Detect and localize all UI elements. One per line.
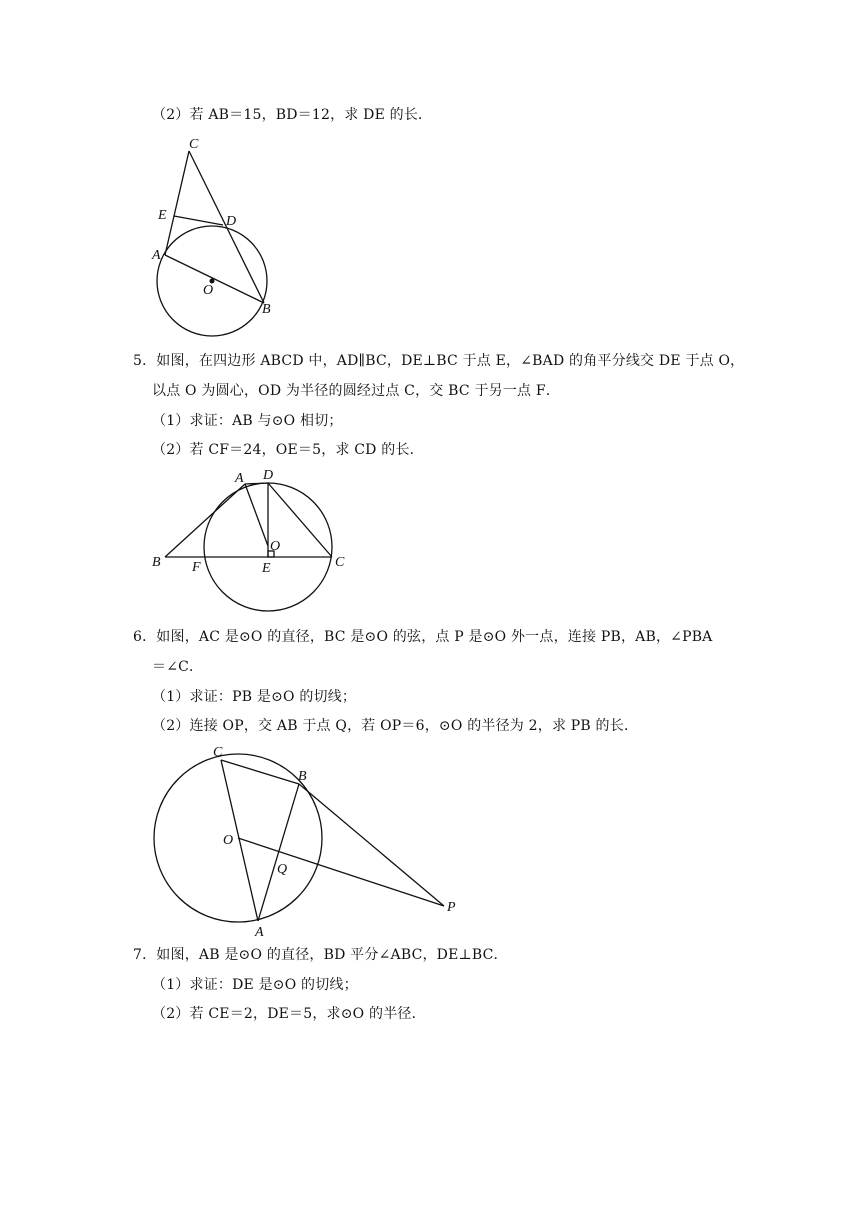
- q5-part2: （2）若 CF＝24，OE＝5，求 CD 的长．: [152, 442, 424, 458]
- fig1-label-e: E: [158, 208, 167, 223]
- fig2-label-o: O: [270, 539, 281, 554]
- fig2-segment-ba: [165, 484, 245, 557]
- q6-part1: （1）求证：PB 是⊙O 的切线；: [152, 689, 357, 705]
- fig1-label-d: D: [226, 214, 237, 229]
- fig2-label-c: C: [335, 555, 345, 570]
- fig1-label-a: A: [152, 248, 161, 263]
- q6-part2: （2）连接 OP，交 AB 于点 Q，若 OP＝6，⊙O 的半径为 2，求 PB 的长．: [152, 718, 639, 734]
- fig3-label-b: B: [298, 769, 307, 784]
- q6-stem-line1: 6．如图，AC 是⊙O 的直径，BC 是⊙O 的弦，点 P 是⊙O 外一点，连接 PB，AB，∠PBA: [133, 629, 713, 645]
- fig1-label-b: B: [262, 302, 271, 317]
- fig2-segment-ao: [245, 484, 268, 546]
- q5-stem-line2: 以点 O 为圆心，OD 为半径的圆经过点 C，交 BC 于另一点 F．: [152, 383, 561, 399]
- fig2-label-f: F: [192, 560, 201, 575]
- figure-q5-quadrilateral-circle: [145, 465, 350, 613]
- figure-q6-circle-tangent: [145, 740, 465, 940]
- fig3-label-c: C: [213, 745, 223, 760]
- q7-part1: （1）求证：DE 是⊙O 的切线；: [152, 977, 358, 993]
- fig3-segment-op: [238, 838, 444, 906]
- fig1-segment-ed: [174, 216, 223, 225]
- fig3-segment-ba: [258, 784, 299, 921]
- fig3-label-p: P: [447, 900, 456, 915]
- fig3-label-a: A: [255, 925, 264, 940]
- q5-part1: （1）求证：AB 与⊙O 相切；: [152, 413, 343, 429]
- fig3-label-q: Q: [277, 862, 288, 877]
- fig1-segment-ab: [165, 255, 264, 303]
- fig3-segment-bp: [299, 784, 444, 906]
- fig1-label-o: O: [203, 283, 214, 298]
- figure-q4-circle-triangle: [140, 130, 290, 340]
- q7-part2: （2）若 CE＝2，DE＝5，求⊙O 的半径．: [152, 1006, 426, 1022]
- fig2-label-e: E: [262, 561, 271, 576]
- q4-part2: （2）若 AB＝15，BD＝12，求 DE 的长．: [152, 107, 433, 123]
- fig2-segment-ad: [245, 483, 268, 484]
- q7-stem: 7．如图，AB 是⊙O 的直径，BD 平分∠ABC，DE⊥BC．: [133, 947, 508, 963]
- q6-stem-line2: ＝∠C．: [152, 659, 204, 675]
- fig2-label-b: B: [152, 555, 161, 570]
- fig3-segment-cb: [221, 760, 299, 784]
- fig3-label-o: O: [223, 833, 234, 848]
- fig1-label-c: C: [189, 137, 199, 152]
- q5-stem-line1: 5．如图，在四边形 ABCD 中，AD∥BC，DE⊥BC 于点 E，∠BAD 的角平分线交 DE 于点 O，: [133, 353, 745, 369]
- fig2-label-d: D: [263, 468, 274, 483]
- fig2-label-a: A: [235, 471, 244, 486]
